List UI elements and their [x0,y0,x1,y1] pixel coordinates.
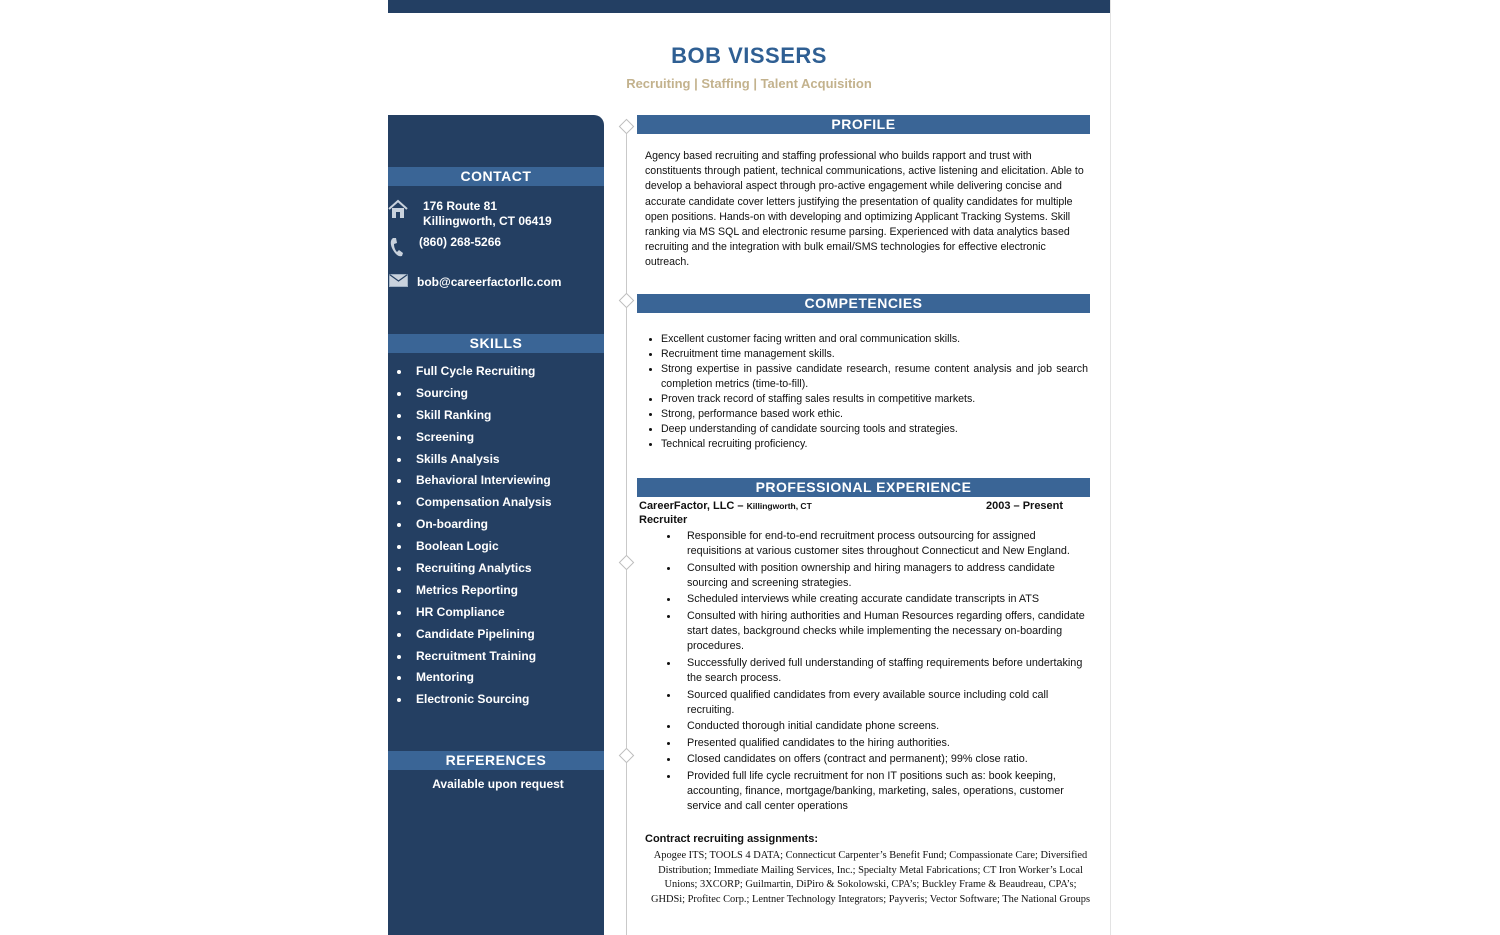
company-name: CareerFactor, LLC – [639,500,744,512]
contract-label: Contract recruiting assignments: [645,833,818,845]
references-text: Available upon request [432,777,564,791]
skill-item: Electronic Sourcing [416,692,552,714]
skill-item: Compensation Analysis [416,495,552,517]
skill-item: Screening [416,430,552,452]
job-title: Recruiter [639,514,688,526]
skill-item: HR Compliance [416,605,552,627]
timeline-marker [619,119,635,135]
experience-item: Conducted thorough initial candidate phone screens. [687,719,1087,734]
skill-item: Skill Ranking [416,408,552,430]
competencies-list [661,332,1088,452]
experience-item: Consulted with hiring authorities and Human Resources regarding offers, candidate start dates, background checks while implementing the necessary on-boarding procedures. [687,609,1087,655]
skill-item: Mentoring [416,670,552,692]
timeline-marker [619,748,635,764]
address-line-2: Killingworth, CT 06419 [423,214,552,228]
experience-item: Presented qualified candidates to the hiring authorities. [687,736,1087,751]
skills-heading: SKILLS [388,334,604,353]
skill-item: On-boarding [416,517,552,539]
candidate-name: BOB VISSERS [671,43,827,68]
competency-item: Deep understanding of candidate sourcing tools and strategies. [661,422,1088,437]
timeline-line [626,125,627,935]
experience-item: Consulted with position ownership and hiring managers to address candidate sourcing and screening strategies. [687,561,1087,591]
profile-text: Agency based recruiting and staffing professional who builds rapport and trust with constituents through patient, technical communications, active listening and elicitation. Able to develop a behavioral aspect through pro-active engagement while delivering concise and accurate candidate cover letters justifying the presentation of quality candidates for multiple open positions. Hands-on with developing and optimizing Applicant Tracking Systems. Skill ranking via MS SQL and electronic resume parsing. Experienced with data analytics based recruiting and the integration with bulk email/SMS technologies for effective electronic outreach. [645,150,1084,269]
job-company [639,500,812,512]
competency-item: Excellent customer facing written and oral communication skills. [661,332,1088,347]
experience-item: Successfully derived full understanding of staffing requirements before undertaking the search process. [687,656,1087,686]
competencies-heading: COMPETENCIES [637,294,1090,313]
profile-heading: PROFILE [637,115,1090,134]
skill-item: Full Cycle Recruiting [416,364,552,386]
skill-item: Sourcing [416,386,552,408]
skill-item: Recruitment Training [416,649,552,671]
experience-item: Scheduled interviews while creating accurate candidate transcripts in ATS [687,592,1087,607]
skills-list [416,364,552,714]
timeline-marker [619,293,635,309]
skill-item: Metrics Reporting [416,583,552,605]
competency-item: Technical recruiting proficiency. [661,437,1088,452]
competency-item: Strong expertise in passive candidate research, resume content analysis and job search completion metrics (time-to-fill). [661,363,1088,390]
skill-item: Skills Analysis [416,452,552,474]
contact-heading: CONTACT [388,167,604,186]
candidate-tagline: Recruiting | Staffing | Talent Acquisition [626,76,872,91]
sidebar [388,115,604,935]
experience-item: Closed candidates on offers (contract and permanent); 99% close ratio. [687,752,1087,767]
phone-number[interactable]: (860) 268-5266 [419,235,502,249]
experience-item: Sourced qualified candidates from every available source including cold call recruiting. [687,688,1087,718]
competency-item: Strong, performance based work ethic. [661,407,1088,422]
timeline-marker [619,555,635,571]
references-heading: REFERENCES [388,751,604,770]
experience-item: Provided full life cycle recruitment for non IT positions such as: book keeping, accounting, finance, mortgage/banking, marketing, sales, operations, customer service and call center operations [687,769,1087,815]
address-line-1: 176 Route 81 [423,199,498,213]
skill-item: Candidate Pipelining [416,627,552,649]
experience-item: Responsible for end-to-end recruitment process outsourcing for assigned requisitions at various customer sites throughout Connecticut and New England. [687,529,1087,559]
email-address[interactable]: bob@careerfactorllc.com [417,275,562,289]
skill-item: Recruiting Analytics [416,561,552,583]
contract-text: Apogee ITS; TOOLS 4 DATA; Connecticut Carpenter’s Benefit Fund; Compassionate Care; Diversified Distribution; Immediate Mailing Services, Inc.; Specialty Metal Fabrications; CT Iron Worker’s Local Unions; 3XCORP; Guilmartin, DiPiro & Sokolowski, CPA’s; Buckley Frame & Beaudreau, CPA’s; GHDSi; Profitec Corp.; Lentner Technology Integrators; Payveris; Vector Software; The National Groups [650,850,1091,905]
skill-item: Boolean Logic [416,539,552,561]
company-location: Killingworth, CT [746,501,812,511]
competency-item: Proven track record of staffing sales results in competitive markets. [661,392,1088,407]
phone-icon [389,236,405,258]
skill-item: Behavioral Interviewing [416,473,552,495]
resume-page [388,0,1111,935]
job-dates: 2003 – Present [986,500,1064,512]
experience-heading: PROFESSIONAL EXPERIENCE [637,478,1090,497]
experience-list [687,529,1087,816]
top-accent-bar [388,0,1110,13]
envelope-icon [389,274,408,287]
home-icon [388,198,408,220]
competency-item: Recruitment time management skills. [661,347,1088,362]
